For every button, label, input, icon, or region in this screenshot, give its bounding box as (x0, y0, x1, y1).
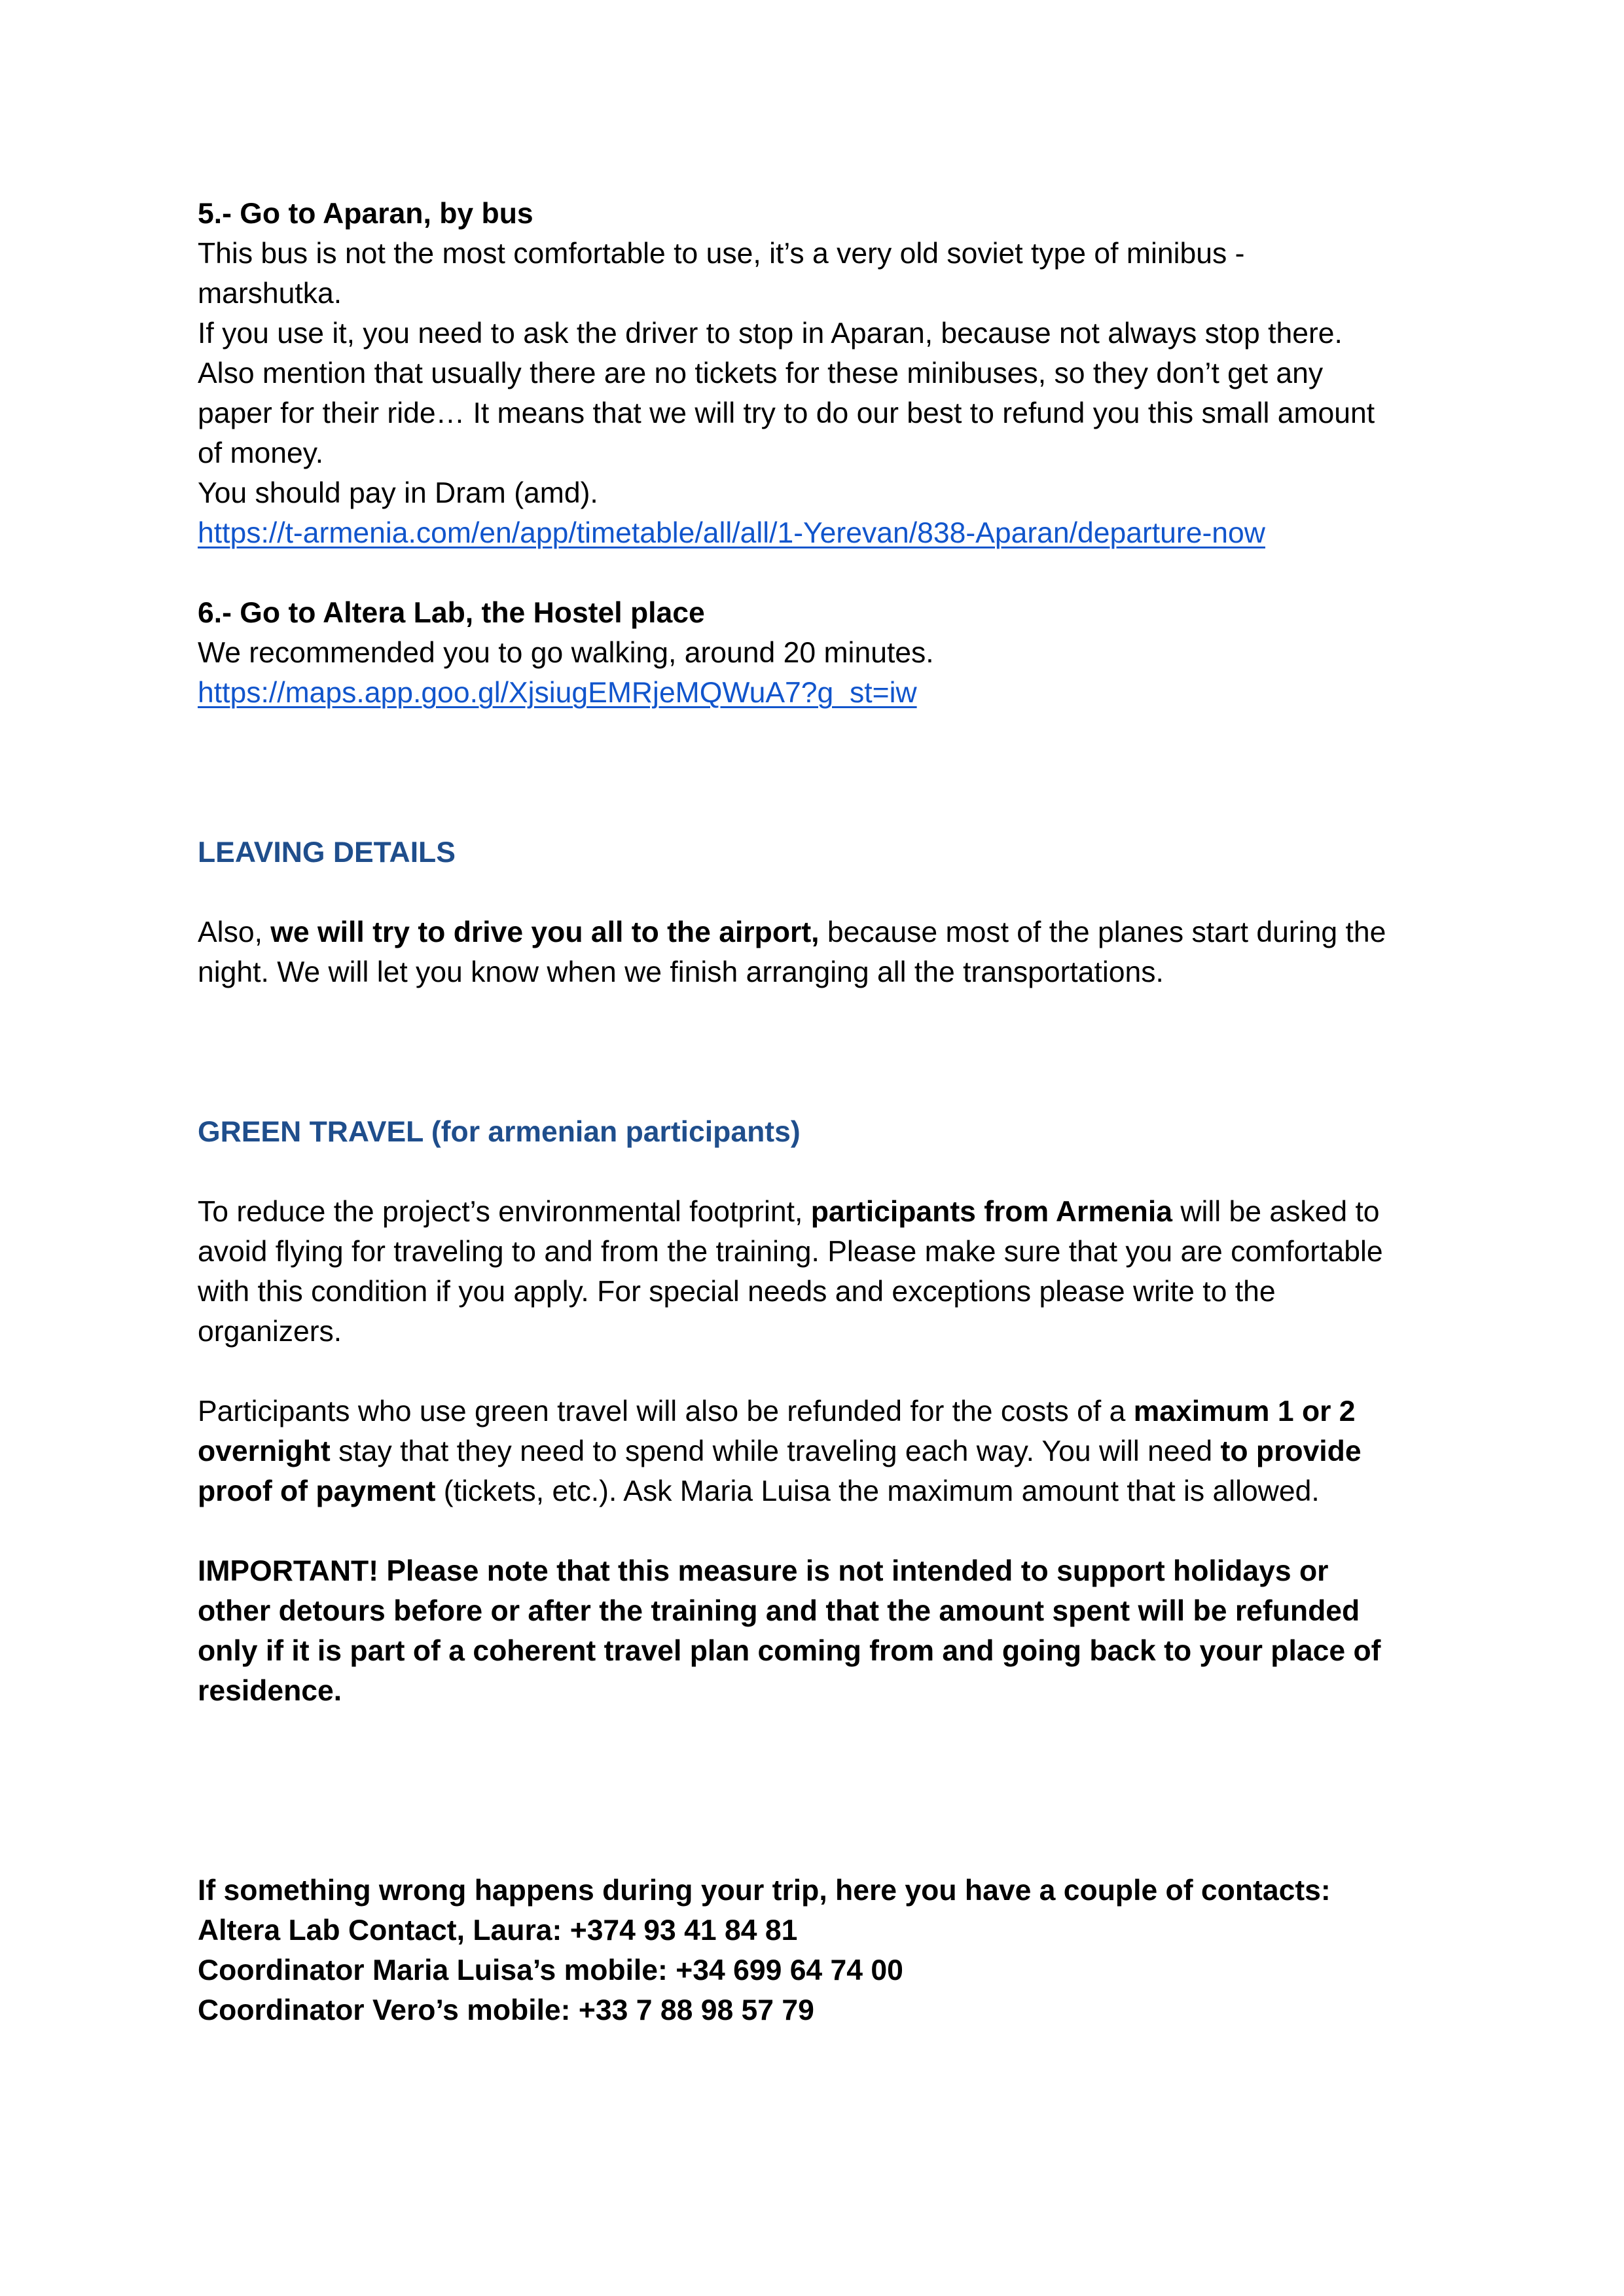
paragraph-line: avoid flying for traveling to and from the training. Please make sure that you are comfortable (198, 1236, 1383, 1268)
section-title: 6.- Go to Altera Lab, the Hostel place (198, 597, 705, 629)
section-altera-lab (198, 593, 1441, 713)
section-title: 5.- Go to Aparan, by bus (198, 198, 533, 230)
important-note-line: only if it is part of a coherent travel plan coming from and going back to your place of (198, 1635, 1381, 1667)
paragraph-line: If you use it, you need to ask the driver to stop in Aparan, because not always stop there. (198, 317, 1343, 350)
paragraph-line: with this condition if you apply. For special needs and exceptions please write to the (198, 1276, 1276, 1308)
important-note-line: IMPORTANT! Please note that this measure is not intended to support holidays or (198, 1555, 1329, 1587)
contact-line: Altera Lab Contact, Laura: +374 93 41 84 81 (198, 1914, 798, 1946)
paragraph-line: overnight stay that they need to spend while traveling each way. You will need to provide (198, 1435, 1362, 1467)
paragraph-line: night. We will let you know when we finish arranging all the transportations. (198, 956, 1164, 988)
contacts-intro: If something wrong happens during your trip, here you have a couple of contacts: (198, 1874, 1331, 1907)
paragraph-line: To reduce the project’s environmental footprint, participants from Armenia will be asked to (198, 1196, 1380, 1228)
paragraph-line: Participants who use green travel will also be refunded for the costs of a maximum 1 or 2 (198, 1395, 1356, 1427)
section-heading: GREEN TRAVEL (for armenian participants) (198, 1116, 801, 1148)
document-page (198, 194, 1441, 2030)
paragraph-line: paper for their ride… It means that we will try to do our best to refund you this small amount (198, 397, 1375, 429)
timetable-link[interactable]: https://t-armenia.com/en/app/timetable/all/all/1-Yerevan/838-Aparan/departure-now (198, 517, 1265, 549)
paragraph-line: Also, we will try to drive you all to the airport, because most of the planes start during the (198, 916, 1386, 948)
contact-line: Coordinator Vero’s mobile: +33 7 88 98 57 79 (198, 1994, 814, 2026)
section-green-travel (198, 1112, 1441, 1711)
section-leaving-details (198, 833, 1441, 992)
paragraph-line: This bus is not the most comfortable to use, it’s a very old soviet type of minibus - (198, 238, 1245, 270)
section-heading: LEAVING DETAILS (198, 836, 456, 869)
paragraph-line: organizers. (198, 1316, 342, 1348)
paragraph-line: You should pay in Dram (amd). (198, 477, 598, 509)
paragraph-line: Also mention that usually there are no tickets for these minibuses, so they don’t get any (198, 357, 1324, 389)
paragraph-line: marshutka. (198, 278, 342, 310)
paragraph-line: proof of payment (tickets, etc.). Ask Maria Luisa the maximum amount that is allowed. (198, 1475, 1320, 1507)
section-contacts (198, 1871, 1441, 2030)
section-aparan-bus (198, 194, 1441, 553)
contact-line: Coordinator Maria Luisa’s mobile: +34 699 64 74 00 (198, 1954, 903, 1986)
paragraph-line: of money. (198, 437, 324, 469)
paragraph-line: We recommended you to go walking, around 20 minutes. (198, 637, 934, 669)
maps-link[interactable]: https://maps.app.goo.gl/XjsiugEMRjeMQWuA7?g_st=iw (198, 677, 917, 709)
important-note-line: other detours before or after the training and that the amount spent will be refunded (198, 1595, 1360, 1627)
important-note-line: residence. (198, 1675, 342, 1707)
